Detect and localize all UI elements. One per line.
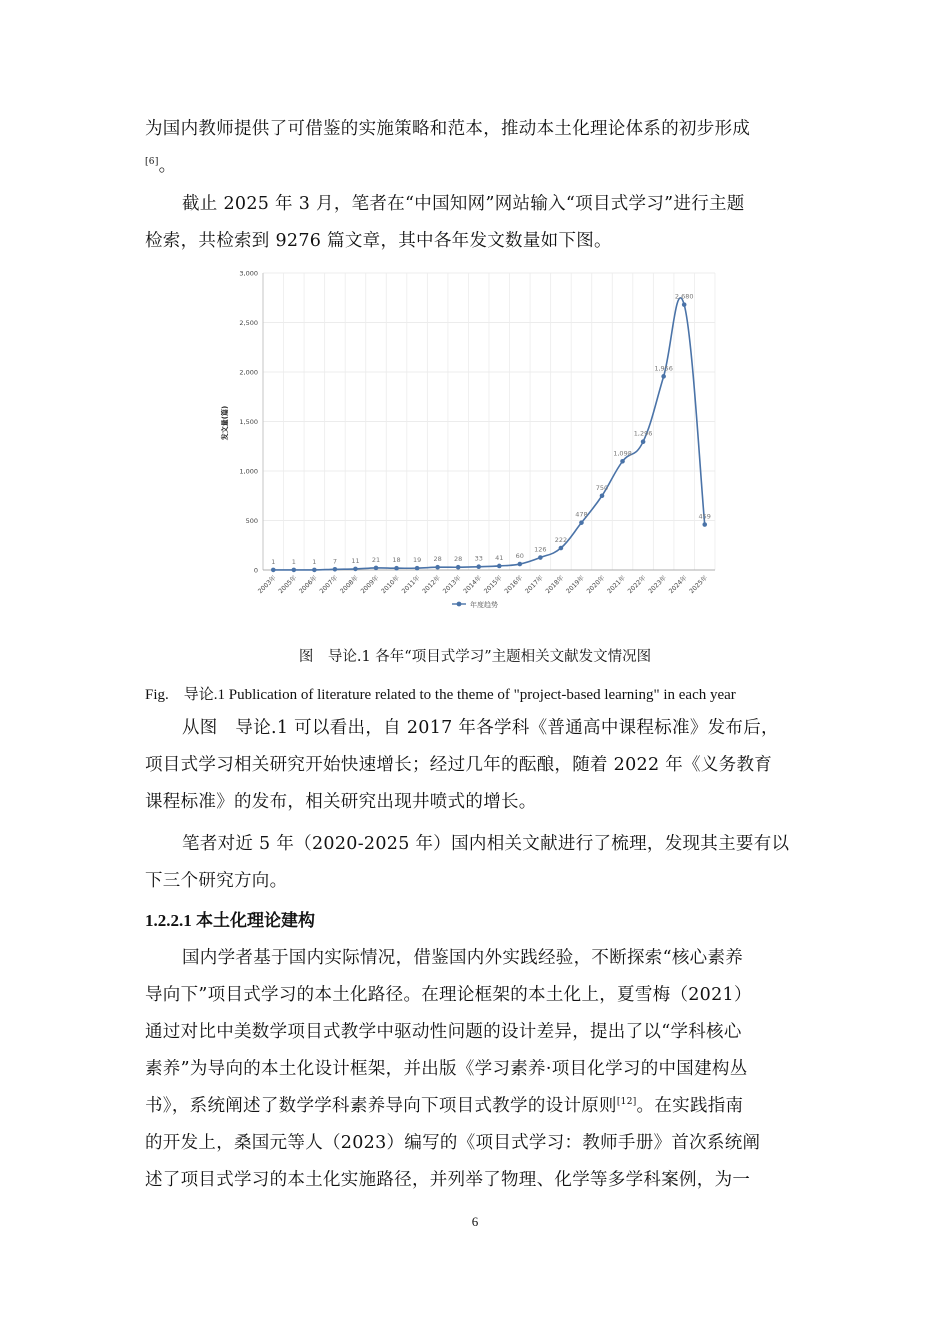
x-tick-label: 2020年	[585, 574, 607, 596]
y-tick-label: 2,000	[239, 368, 258, 377]
x-tick-label: 2005年	[277, 574, 299, 596]
data-point	[579, 520, 584, 525]
text-fragment: 书》，系统阐述了数学学科素养导向下项目式教学的设计原则	[145, 1096, 617, 1116]
data-label: 478	[575, 510, 588, 519]
data-point	[518, 562, 523, 567]
x-tick-label: 2019年	[565, 574, 586, 596]
data-label: 60	[515, 552, 524, 561]
x-tick-label: 2024年	[667, 574, 689, 596]
data-label: 459	[698, 512, 711, 521]
data-label: 28	[433, 555, 442, 564]
x-tick-label: 2016年	[503, 574, 525, 596]
x-tick-label: 2022年	[626, 574, 648, 596]
y-tick-label: 2,500	[239, 319, 258, 327]
text-line: 国内学者基于国内实际情况，借鉴国内外实践经验，不断探索“核心素养	[182, 948, 744, 968]
chart-x-axis	[256, 570, 715, 595]
paragraph-continuation	[145, 111, 807, 185]
x-tick-label: 2008年	[339, 574, 360, 596]
data-label: 33	[474, 554, 483, 563]
text-line: 素养”为导向的本土化设计框架，并出版《学习素养·项目化学习的中国建构丛	[145, 1059, 748, 1079]
y-tick-label: 1,000	[239, 467, 258, 476]
figure-caption-en: Fig. 导论.1 Publication of literature related to the theme of "project-based learning" in each year	[145, 687, 736, 703]
x-tick-label: 2010年	[380, 574, 401, 596]
data-label: 21	[371, 555, 381, 564]
chart-data-labels	[271, 293, 711, 566]
data-label: 1,956	[654, 364, 673, 373]
y-tick-label: 3,000	[239, 269, 258, 278]
data-label: 28	[454, 555, 463, 564]
text-line: 导向下”项目式学习的本土化路径。在理论框架的本土化上，夏雪梅（2021）	[145, 985, 752, 1005]
data-label: 11	[351, 556, 360, 565]
data-point	[353, 567, 358, 572]
x-tick-label: 2018年	[544, 574, 566, 596]
text-line: 通过对比中美数学项目式教学中驱动性问题的设计差异，提出了以“学科核心	[145, 1022, 742, 1042]
data-point	[702, 522, 707, 527]
text-line: 为国内教师提供了可借鉴的实施策略和范本，推动本土化理论体系的初步形成	[145, 119, 751, 139]
legend-marker-icon	[457, 602, 462, 607]
data-point	[641, 439, 646, 444]
section-title: 本土化理论建构	[196, 911, 315, 931]
data-point	[374, 566, 379, 571]
x-tick-label: 2023年	[647, 574, 669, 596]
text-line: 截止 2025 年 3 月，笔者在“中国知网”网站输入“项目式学习”进行主题	[182, 194, 745, 214]
punctuation: 。	[158, 156, 177, 176]
text-line: 从图 导论.1 可以看出，自 2017 年各学科《普通高中课程标准》发布后，	[182, 718, 779, 738]
data-point	[394, 566, 399, 571]
text-line: 检索，共检索到 9276 篇文章，其中各年发文数量如下图。	[145, 231, 612, 251]
x-tick-label: 2014年	[462, 574, 484, 596]
paragraph-analysis	[145, 710, 807, 821]
paragraph-localization	[145, 940, 807, 1199]
chart-y-axis	[239, 270, 263, 575]
y-axis-label: 发文量(篇)	[221, 405, 229, 441]
data-point	[476, 564, 481, 569]
x-tick-label: 2011年	[400, 574, 422, 596]
chart-grid	[263, 273, 715, 570]
data-label: 1	[271, 557, 276, 566]
text-line: 项目式学习相关研究开始快速增长；经过几年的酝酿，随着 2022 年《义务教育	[145, 755, 773, 775]
figure-caption-cn: 图 导论.1 各年“项目式学习”主题相关文献发文情况图	[298, 649, 652, 665]
data-label: 750	[595, 483, 609, 492]
text-line: 下三个研究方向。	[145, 871, 288, 891]
data-label: 1	[291, 557, 296, 566]
data-label: 1,296	[633, 429, 653, 438]
data-point	[333, 567, 338, 572]
data-point	[292, 568, 297, 573]
x-tick-label: 2007年	[318, 574, 340, 596]
x-tick-label: 2006年	[298, 574, 319, 596]
page-number: 6	[471, 1214, 479, 1229]
data-point	[415, 566, 420, 571]
data-point	[620, 459, 625, 464]
y-tick-label: 0	[253, 566, 258, 575]
data-point	[559, 546, 564, 551]
citation-ref: [12]	[616, 1097, 637, 1108]
data-label: 18	[392, 556, 401, 565]
x-tick-label: 2017年	[524, 574, 545, 596]
data-point	[682, 302, 687, 307]
publication-trend-chart	[215, 263, 740, 623]
paragraph-search	[145, 186, 807, 260]
data-point	[538, 555, 543, 560]
x-tick-label: 2015年	[482, 574, 504, 596]
text-fragment: 。在实践指南	[636, 1096, 744, 1116]
data-label: 126	[534, 545, 547, 554]
data-point	[600, 493, 605, 498]
data-label: 19	[412, 556, 422, 565]
y-tick-label: 1,500	[239, 418, 258, 426]
x-tick-label: 2025年	[688, 574, 710, 596]
data-label: 41	[495, 553, 504, 562]
data-point	[497, 564, 502, 569]
section-number: 1.2.2.1	[145, 911, 192, 930]
data-point	[271, 568, 276, 573]
x-tick-label: 2021年	[606, 574, 627, 596]
section-heading	[145, 906, 315, 931]
chart-legend[interactable]	[452, 600, 498, 609]
x-tick-label: 2003年	[256, 574, 278, 596]
data-label: 222	[554, 536, 568, 545]
data-point	[435, 565, 440, 570]
x-tick-label: 2009年	[359, 574, 381, 596]
text-line	[145, 1088, 807, 1125]
legend-label: 年度趋势	[470, 601, 498, 609]
paragraph-directions	[145, 826, 807, 900]
data-label: 1,098	[613, 449, 632, 458]
text-line: 课程标准》的发布，相关研究出现井喷式的增长。	[145, 792, 537, 812]
data-label: 1	[312, 557, 317, 566]
data-label: 7	[332, 557, 337, 566]
data-point	[661, 374, 666, 379]
citation-ref: [6]	[145, 157, 159, 168]
text-line: 的开发上，桑国元等人（2023）编写的《项目式学习：教师手册》首次系统阐	[145, 1133, 761, 1153]
x-tick-label: 2012年	[421, 574, 443, 596]
x-tick-label: 2013年	[441, 574, 463, 596]
text-line	[145, 148, 807, 185]
data-point	[456, 565, 461, 570]
y-tick-label: 500	[245, 517, 258, 525]
text-line: 述了项目式学习的本土化实施路径，并列举了物理、化学等多学科案例，为一	[145, 1170, 751, 1190]
text-line: 笔者对近 5 年（2020-2025 年）国内相关文献进行了梳理，发现其主要有以	[182, 834, 790, 854]
data-label: 2,680	[674, 292, 694, 301]
data-point	[312, 568, 317, 573]
